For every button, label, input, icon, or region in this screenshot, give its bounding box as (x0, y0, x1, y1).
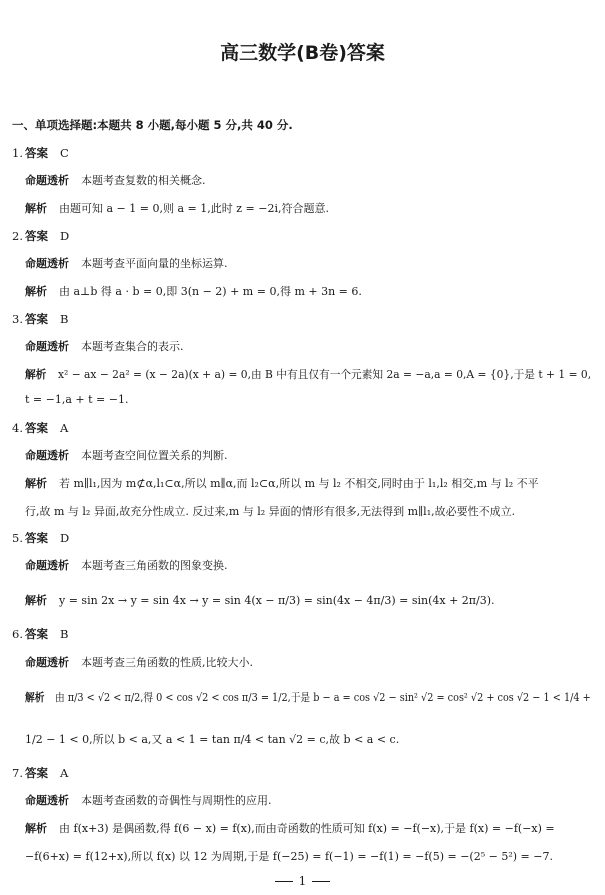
answer-label: 答案 (24, 421, 48, 435)
solution-line (25, 820, 591, 836)
solution-tag: 解析 (25, 368, 47, 381)
analysis-line (25, 447, 591, 463)
solution-text: 若 m∥l₁,因为 m⊄α,l₁⊂α,所以 m∥α,而 l₂⊂α,所以 m 与 l₂ 不相交,同时由于 l₁,l₂ 相交,m 与 l₂ 不平 (59, 477, 539, 490)
analysis-tag: 命题透析 (25, 559, 69, 572)
analysis-tag: 命题透析 (25, 340, 69, 353)
answer-choice: D (59, 229, 70, 243)
solution-line (25, 592, 591, 608)
analysis-tag: 命题透析 (25, 174, 69, 187)
solution-content (25, 283, 362, 299)
solution-line (25, 283, 591, 299)
section-heading: 一、单项选择题:本题共 8 小题,每小题 5 分,共 40 分. (12, 118, 293, 132)
question-number: 3. (12, 312, 23, 326)
answer-label: 答案 (24, 146, 48, 160)
analysis-line (25, 792, 591, 808)
solution-text: −f(6+x) = f(12+x),所以 f(x) 以 12 为周期,于是 f(−25) = f(−1) = −f(1) = −f(5) = −(2⁵ − 5²) = −7. (25, 850, 553, 863)
solution-content (25, 475, 539, 491)
solution-text: x² − ax − 2a² = (x − 2a)(x + a) = 0,由 B 中有且仅有一个元素知 2a = −a,a = 0,A = {0},于是 t + 1 = 0, (58, 368, 592, 381)
solution-content (25, 393, 128, 406)
solution-continuation (25, 731, 591, 747)
solution-text: y = sin 2x → y = sin 4x → y = sin 4(x − π/3) = sin(4x − 4π/3) = sin(4x + 2π/3). (59, 594, 495, 607)
analysis-line (25, 338, 591, 354)
footer-dash-right (312, 881, 330, 882)
page-footer (0, 874, 605, 888)
analysis-line (25, 654, 591, 670)
page-number: 1 (298, 874, 307, 888)
question-number: 6. (12, 627, 23, 641)
solution-content (25, 689, 591, 705)
answer-label: 答案 (24, 766, 48, 780)
solution-line (25, 689, 591, 705)
analysis-line (25, 255, 591, 271)
answer-choice: B (59, 312, 69, 326)
analysis-line (25, 172, 591, 188)
analysis-text: 本题考查三角函数的性质,比较大小. (81, 656, 253, 669)
analysis-text: 本题考查平面向量的坐标运算. (81, 257, 228, 270)
answer-label: 答案 (24, 229, 48, 243)
answer-label: 答案 (24, 627, 48, 641)
solution-continuation (25, 393, 591, 406)
question-number: 4. (12, 421, 23, 435)
solution-line (25, 366, 591, 382)
question-number: 1. (12, 146, 23, 160)
solution-content (25, 366, 591, 382)
solution-continuation (25, 503, 591, 519)
solution-content (25, 848, 553, 864)
solution-line (25, 200, 591, 216)
question-number: 5. (12, 531, 23, 545)
analysis-tag: 命题透析 (25, 794, 69, 807)
solution-content (25, 731, 399, 747)
question-header (12, 626, 68, 642)
solution-tag: 解析 (25, 202, 47, 215)
answer-choice: D (59, 531, 70, 545)
solution-continuation (25, 848, 591, 864)
question-number: 2. (12, 229, 23, 243)
solution-content (25, 200, 329, 216)
answer-choice: A (59, 766, 69, 780)
question-header (12, 530, 69, 546)
solution-tag: 解析 (25, 822, 47, 835)
question-header (12, 311, 68, 327)
solution-line (25, 475, 591, 491)
solution-content (25, 820, 555, 836)
analysis-text: 本题考查空间位置关系的判断. (81, 449, 228, 462)
answer-label: 答案 (24, 312, 48, 326)
analysis-tag: 命题透析 (25, 449, 69, 462)
solution-text: 行,故 m 与 l₂ 异面,故充分性成立. 反过来,m 与 l₂ 异面的情形有很多,无法得到 m∥l₁,故必要性不成立. (25, 505, 516, 518)
solution-tag: 解析 (25, 477, 47, 490)
analysis-tag: 命题透析 (25, 656, 69, 669)
solution-text: 由题可知 a − 1 = 0,则 a = 1,此时 z = −2i,符合题意. (59, 202, 329, 215)
answer-choice: B (59, 627, 69, 641)
answer-label: 答案 (24, 531, 48, 545)
question-header (12, 228, 69, 244)
solution-tag: 解析 (25, 285, 47, 298)
answer-choice: A (59, 421, 69, 435)
answer-choice: C (59, 146, 69, 160)
solution-tag: 解析 (25, 594, 47, 607)
analysis-text: 本题考查集合的表示. (81, 340, 184, 353)
solution-content (25, 592, 495, 608)
analysis-text: 本题考查复数的相关概念. (81, 174, 206, 187)
solution-text: 1/2 − 1 < 0,所以 b < a,又 a < 1 = tan π/4 < tan √2 = c,故 b < a < c. (25, 733, 400, 746)
solution-text: 由 a⊥b 得 a · b = 0,即 3(n − 2) + m = 0,得 m + 3n = 6. (59, 285, 362, 298)
analysis-text: 本题考查三角函数的图象变换. (81, 559, 228, 572)
solution-text: 由 f(x+3) 是偶函数,得 f(6 − x) = f(x),而由奇函数的性质可知 f(x) = −f(−x),于是 f(x) = −f(−x) = (59, 822, 555, 835)
solution-text: t = −1,a + t = −1. (25, 393, 129, 406)
question-header (12, 765, 68, 781)
page-title: 高三数学(B卷)答案 (220, 42, 385, 64)
question-header (12, 145, 69, 161)
solution-text: 由 π/3 < √2 < π/2,得 0 < cos √2 < cos π/3 = 1/2,于是 b − a = cos √2 − sin² √2 = cos² √2 + cos √2 − 1 < 1/4 + (54, 691, 591, 704)
analysis-text: 本题考查函数的奇偶性与周期性的应用. (81, 794, 272, 807)
solution-tag: 解析 (25, 691, 45, 704)
solution-content (25, 503, 515, 519)
analysis-tag: 命题透析 (25, 257, 69, 270)
analysis-line (25, 557, 591, 573)
footer-dash-left (275, 881, 293, 882)
question-header (12, 420, 68, 436)
question-number: 7. (12, 766, 23, 780)
